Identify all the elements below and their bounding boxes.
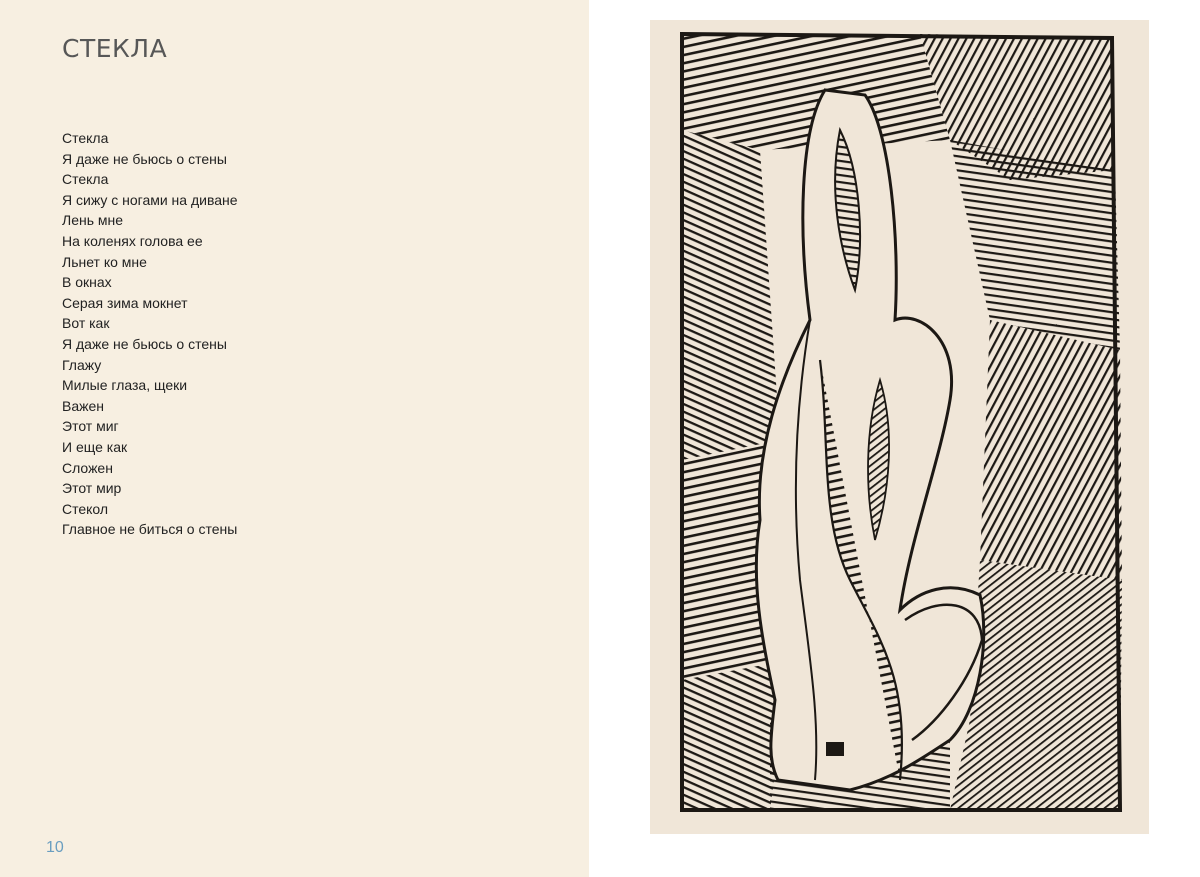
poem-line: Стекла <box>62 130 109 146</box>
poem-line: Главное не биться о стены <box>62 521 238 538</box>
poem-line: Этот мир <box>62 480 122 497</box>
poem-line: Глажу <box>62 356 102 373</box>
poem-line: Серая зима мокнет <box>62 294 188 311</box>
poem-title: СТЕКЛА <box>62 34 168 63</box>
poem-line: Я даже не бьюсь о стены <box>62 150 227 167</box>
poem-line: Лень мне <box>62 212 124 229</box>
poem-line: И еще как <box>62 438 128 455</box>
hatched-figure-drawing <box>650 20 1149 834</box>
poem-line: Стекла <box>62 171 109 188</box>
left-page <box>0 0 589 877</box>
poem-line: Вот как <box>62 315 110 332</box>
poem-line: Я сижу с ногами на диване <box>62 191 238 208</box>
right-page <box>589 0 1200 877</box>
poem-line: Льнет ко мне <box>62 253 147 270</box>
poem-line: Я даже не бьюсь о стены <box>62 335 227 352</box>
poem-line: Важен <box>62 397 105 414</box>
poem-line: Этот миг <box>62 418 119 435</box>
ink-illustration <box>650 20 1149 834</box>
poem-line: В окнах <box>62 274 112 291</box>
poem-line: На коленях голова ее <box>62 232 203 249</box>
page-number: 10 <box>46 839 64 856</box>
poem-body <box>62 128 238 540</box>
poem-line: Стекол <box>62 500 109 517</box>
poem-line: Милые глаза, щеки <box>62 377 188 394</box>
poem-line: Сложен <box>62 459 113 476</box>
